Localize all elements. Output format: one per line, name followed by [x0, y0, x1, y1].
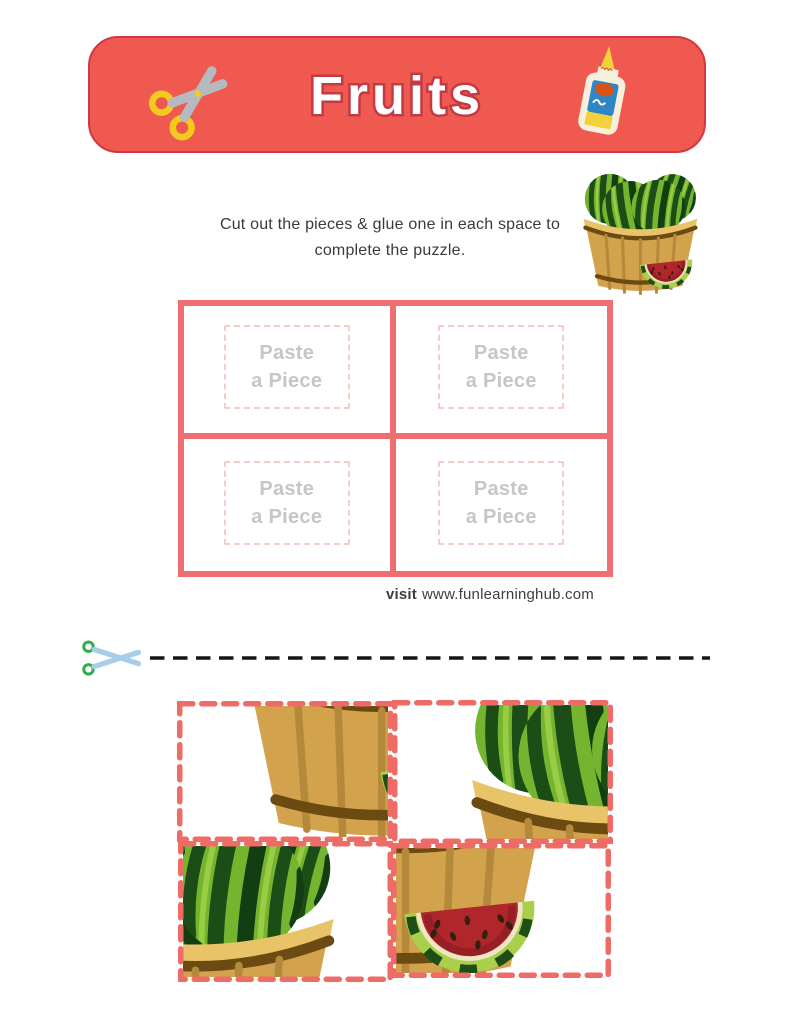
puzzle-grid-cell	[396, 306, 608, 439]
puzzle-piece-melons-right-rim	[178, 841, 393, 982]
paste-placeholder	[438, 461, 564, 545]
paste-placeholder	[224, 325, 350, 409]
paste-placeholder-text: Paste	[473, 342, 529, 365]
instructions-text	[160, 212, 620, 265]
puzzle-pieces	[177, 700, 614, 981]
piece-artwork	[392, 700, 613, 844]
paste-placeholder-text: Paste	[473, 477, 529, 500]
website-link	[330, 586, 650, 603]
watermelon-basket-image	[574, 168, 712, 295]
paste-placeholder	[438, 325, 564, 409]
puzzle-grid	[178, 300, 613, 577]
paste-placeholder-text: a Piece	[465, 370, 537, 393]
page-title: Fruits	[309, 66, 485, 126]
title-wrap	[227, 50, 567, 142]
instruction-line-2: complete the puzzle.	[314, 242, 466, 260]
instruction-line-1: Cut out the pieces & glue one in each space to	[219, 216, 561, 233]
puzzle-grid-cell	[184, 439, 396, 572]
glue-bottle-icon	[554, 40, 650, 154]
puzzle-grid-cell	[396, 439, 608, 572]
paste-placeholder-text: a Piece	[465, 505, 537, 528]
paste-placeholder-text: a Piece	[251, 370, 323, 393]
piece-artwork	[391, 843, 611, 978]
paste-placeholder-text: Paste	[259, 477, 315, 500]
piece-artwork	[178, 841, 393, 982]
site-url: www.funlearninghub.com	[422, 586, 594, 603]
puzzle-piece-bucket-and-slice	[391, 843, 611, 978]
dashed-cut-line	[148, 650, 714, 666]
puzzle-piece-bucket-bottom	[177, 701, 393, 842]
visit-label: visit	[385, 586, 417, 603]
title-banner	[88, 36, 706, 153]
paste-placeholder-text: Paste	[259, 342, 315, 365]
paste-placeholder-text: a Piece	[251, 505, 323, 528]
cut-scissors-icon	[80, 633, 146, 683]
scissors-icon	[140, 52, 234, 146]
paste-placeholder	[224, 461, 350, 545]
puzzle-piece-melons-left-rim	[392, 700, 613, 844]
puzzle-grid-cell	[184, 306, 396, 439]
piece-artwork	[177, 701, 393, 842]
